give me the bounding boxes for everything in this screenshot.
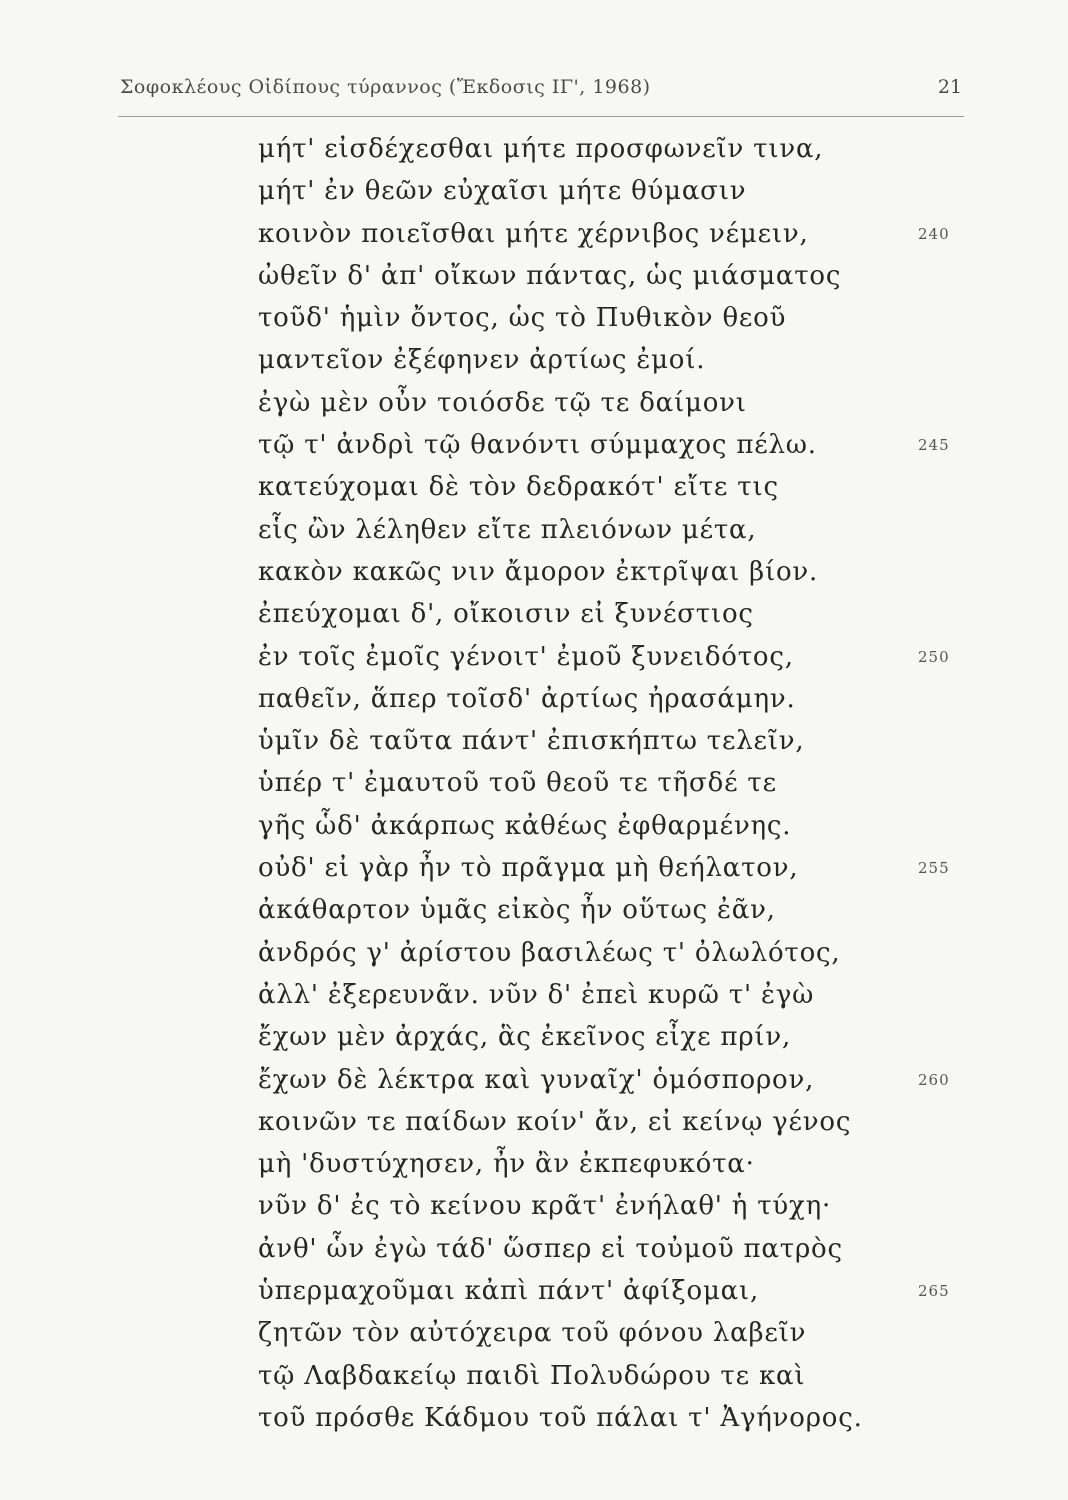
line-number: 255	[918, 859, 950, 878]
verse-text: ἐν τοῖς ἐμοῖς γένοιτ' ἐμοῦ ξυνειδότος,	[258, 641, 794, 672]
verse-line	[258, 889, 978, 931]
verse-line	[258, 720, 978, 762]
verse-text: τοῦδ' ἡμὶν ὄντος, ὡς τὸ Πυθικὸν θεοῦ	[258, 303, 787, 334]
verse-text: ἀλλ' ἐξερευνᾶν. νῦν δ' ἐπεὶ κυρῶ τ' ἐγὼ	[258, 979, 815, 1010]
line-number: 245	[918, 436, 950, 455]
verse-text: κοινὸν ποιεῖσθαι μήτε χέρνιβος νέμειν,	[258, 218, 809, 249]
verse-text: ἀνδρός γ' ἀρίστου βασιλέως τ' ὀλωλότος,	[258, 937, 841, 968]
verse-line	[258, 213, 978, 255]
header-rule	[118, 116, 964, 117]
verse-text: ἀνθ' ὧν ἐγὼ τάδ' ὥσπερ εἰ τοὐμοῦ πατρὸς	[258, 1233, 843, 1264]
verse-line	[258, 382, 978, 424]
verse-text: ὑπέρ τ' ἐμαυτοῦ τοῦ θεοῦ τε τῆσδέ τε	[258, 768, 777, 799]
verse-line	[258, 255, 978, 297]
verse-line	[258, 297, 978, 339]
verse-line	[258, 805, 978, 847]
verse-text: ὑμῖν δὲ ταῦτα πάντ' ἐπισκήπτω τελεῖν,	[258, 726, 805, 757]
verse-line	[258, 762, 978, 804]
verse-text: ὠθεῖν δ' ἀπ' οἴκων πάντας, ὡς μιάσματος	[258, 260, 842, 291]
verse-line	[258, 1355, 978, 1397]
verse-text: οὐδ' εἰ γὰρ ἦν τὸ πρᾶγμα μὴ θεήλατον,	[258, 853, 799, 884]
verse-text: ζητῶν τὸν αὐτόχειρα τοῦ φόνου λαβεῖν	[258, 1318, 807, 1349]
verse-text: ἐγὼ μὲν οὖν τοιόσδε τῷ τε δαίμονι	[258, 387, 747, 418]
verse-text: παθεῖν, ἅπερ τοῖσδ' ἀρτίως ἠρασάμην.	[258, 683, 796, 714]
verse-text: ἀκάθαρτον ὑμᾶς εἰκὸς ἦν οὕτως ἐᾶν,	[258, 895, 776, 926]
verse-text: γῆς ὧδ' ἀκάρπως κἀθέως ἐφθαρμένης.	[258, 810, 792, 841]
verse-text: μήτ' εἰσδέχεσθαι μήτε προσφωνεῖν τινα,	[258, 134, 824, 164]
verse-text: μαντεῖον ἐξέφηνεν ἀρτίως ἐμοί.	[258, 345, 706, 376]
verse-line	[258, 678, 978, 720]
verse-line	[258, 932, 978, 974]
verse-line	[258, 1312, 978, 1354]
verse-line	[258, 1143, 978, 1185]
line-number: 240	[918, 224, 950, 243]
verse-line	[258, 974, 978, 1016]
verse-line	[258, 339, 978, 381]
verse-text: ἐπεύχομαι δ', οἴκοισιν εἰ ξυνέστιος	[258, 599, 754, 630]
verse-line	[258, 1397, 978, 1439]
verse-line	[258, 170, 978, 212]
verse-line	[258, 1270, 978, 1312]
verse-text: κατεύχομαι δὲ τὸν δεδρακότ' εἴτε τις	[258, 472, 779, 503]
verse-line	[258, 593, 978, 635]
verse-text: ἔχων δὲ λέκτρα καὶ γυναῖχ' ὁμόσπορον,	[258, 1064, 815, 1095]
verse-line	[258, 551, 978, 593]
page-number: 21	[937, 76, 962, 98]
line-number: 265	[918, 1282, 950, 1301]
verse-text: τῷ τ' ἀνδρὶ τῷ θανόντι σύμμαχος πέλω.	[258, 430, 817, 461]
verse-line	[258, 847, 978, 889]
verse-text: κοινῶν τε παίδων κοίν' ἄν, εἰ κείνῳ γένος	[258, 1106, 852, 1137]
running-header	[120, 76, 962, 106]
verse-text: τοῦ πρόσθε Κάδμου τοῦ πάλαι τ' Ἀγήνορος.	[258, 1402, 863, 1433]
verse-text: μήτ' ἐν θεῶν εὐχαῖσι μήτε θύμασιν	[258, 176, 747, 207]
line-number: 260	[918, 1070, 950, 1089]
verse-line	[258, 636, 978, 678]
verse-line	[258, 1101, 978, 1143]
verse-text: μὴ 'δυστύχησεν, ἦν ἂν ἐκπεφυκότα·	[258, 1149, 755, 1180]
verse-line	[258, 128, 978, 170]
running-header-title: Σοφοκλέους Οἰδίπους τύραννος (Ἔκδοσις ΙΓ', 1968)	[120, 76, 651, 98]
verse-line	[258, 1059, 978, 1101]
verse-list	[258, 128, 978, 1439]
verse-line	[258, 1228, 978, 1270]
verse-line	[258, 1185, 978, 1227]
verse-text: ὑπερμαχοῦμαι κἀπὶ πάντ' ἀφίξομαι,	[258, 1276, 760, 1307]
verse-line	[258, 466, 978, 508]
verse-line	[258, 1016, 978, 1058]
verse-text: εἷς ὢν λέληθεν εἴτε πλειόνων μέτα,	[258, 514, 757, 545]
verse-text: ἔχων μὲν ἀρχάς, ἃς ἐκεῖνος εἶχε πρίν,	[258, 1022, 792, 1053]
verse-line	[258, 424, 978, 466]
line-number: 250	[918, 647, 950, 666]
verse-text: τῷ Λαβδακείῳ παιδὶ Πολυδώρου τε καὶ	[258, 1360, 806, 1391]
verse-text: νῦν δ' ἐς τὸ κείνου κρᾶτ' ἐνήλαθ' ἡ τύχη·	[258, 1191, 832, 1222]
verse-line	[258, 509, 978, 551]
verse-text: κακὸν κακῶς νιν ἄμορον ἐκτρῖψαι βίον.	[258, 556, 819, 587]
